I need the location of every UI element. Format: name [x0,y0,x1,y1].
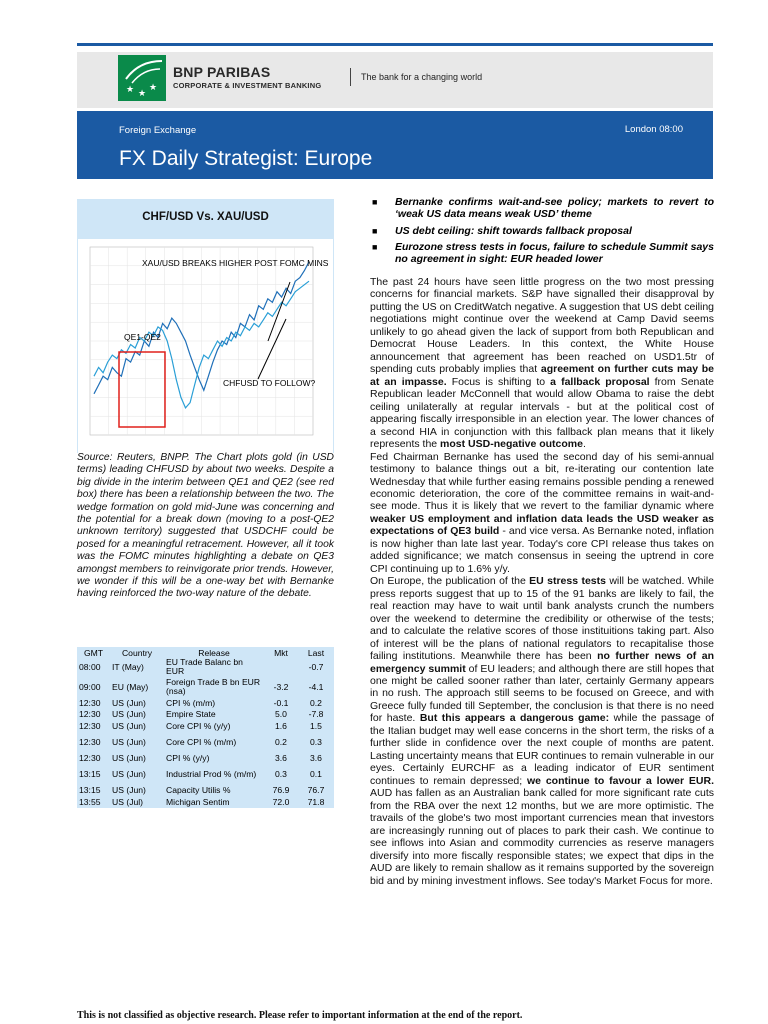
cell-last: 0.1 [310,769,322,780]
cell-gmt: 12:30 [79,709,101,720]
annotation-pointer-bottom [258,319,286,379]
table-row [77,797,334,808]
chart-title-box [77,199,334,239]
brand-tagline: The bank for a changing world [361,72,483,82]
section-label: Foreign Exchange [119,125,197,136]
cell-country: US (Jun) [112,720,146,731]
cell-country: US (Jun) [112,785,146,796]
cell-release: Foreign Trade B bn EUR (nsa) [166,676,261,697]
highlight-item: ■ Bernanke confirms wait-and-see policy; markets to revert to ‘weak US data means weak USD’ theme [372,196,714,221]
table-row [77,764,334,785]
bullet-square-icon: ■ [372,241,378,252]
bullet-square-icon: ■ [372,225,378,236]
annotation-qe: QE1-QE2 [124,332,161,342]
brand-name: BNP PARIBAS [173,64,271,80]
location-time: London 08:00 [624,124,683,135]
table-row [77,753,334,764]
cell-release: Core CPI % (m/m) [166,736,237,747]
annotation-pointer-top [268,282,290,341]
table-row [77,698,334,709]
cell-gmt: 12:30 [79,736,101,747]
cell-release: CPI % (m/m) [166,697,216,708]
cell-gmt: 13:55 [79,796,101,807]
cell-release: EU Trade Balanc bn EUR [166,657,243,677]
chart-title: CHF/USD Vs. XAU/USD [142,211,269,223]
cell-country: EU (May) [112,681,149,692]
cell-release: Core CPI % (y/y) [166,720,231,731]
cell-mkt: 3.6 [275,752,287,763]
cell-mkt: -0.1 [273,697,289,708]
cell-mkt: 76.9 [272,785,290,796]
paragraph-europe: On Europe, the publication of the EU stress tests will be watched. While press reports suggest that up to 15 of the 91 banks are likely to fail, the real reaction may have to wait until bank analysts crunch the numbers over the weekend to determine the credibility or otherwise of the tests; and to calculate the relative scores of those instituitions taking part. Also of interest will be the plans of national regulators to recapitalise those failing institutions. Meanwhile there has been no further news of an emergency summit of EU leaders; and although there are still hopes that one might be called sooner rather than later, certainly Germany appears in no rush. The approach still seems to be focused on Greece, and with Greece fully funded till September, the conclusion is that there is no need for haste. But this appears a dangerous game: while the passage of the Italian budget may well ease concerns in the short term, the risks of a further slide in confidence over the next couple of months are patent. Lasting uncertainty means that EUR continues to remain vulnerable in our eyes. Certainly EURCHF as a leading indicator of EUR sentiment continues to remain depressed; we continue to favour a lower EUR. AUD has fallen as an Australian bank called for more significant rate cuts from the RBA over the next 12 months, but we are more optimistic. The travails of the globe's two most important currencies mean that investors are increasingly running out of places to park their cash. We continue to see inflows into Asian and commodity currencies as reserve managers diversify into more fiscally responsible states; we expect that dips in the AUD are likely to remain shallow as it remains supported by the sovereign bid and by mining investment inflows. See today's Market Focus for more. [370,575,715,887]
cell-country: US (Jun) [112,752,146,763]
brand-subtitle: CORPORATE & INVESTMENT BANKING [173,81,322,90]
chart-frame [77,239,334,453]
col-mkt: Mkt [274,647,288,658]
cell-last: 3.6 [310,752,322,763]
disclaimer-footer: This is not classified as objective research. Please refer to important information at the end of the report. [77,1010,523,1021]
cell-gmt: 08:00 [79,661,101,672]
cell-last: 76.7 [307,785,325,796]
cell-mkt: 0.3 [275,769,287,780]
chart-caption: Source: Reuters, BNPP. The Chart plots gold (in USD terms) leading CHFUSD by about two weeks. Despite a big divide in the interim between QE1 and QE2 (see red box) there has been a relationship between the two. The wedge formation on gold mid-June was concerning and the potential for a break down (moving to a post-QE2 unknown territory) suggested that USDCHF could be posed for a meaningful retracement. However, all it took was the FOMC minutes highlighting a debate on QE3 amongst members to reinvigorate prior trends. However, we wonder if this will be a one-way bet with Bernanke having reinforced the two-way nature of the debate. [77,452,335,600]
paragraph-fed: Fed Chairman Bernanke has used the second day of his semi-annual testimony to balance things out a bit, re-iterating our contention late Wednesday that while further easing remains possible pending a renewed economic deterioration, the core of the committee remains in wait-and-see mode. Thus it is likely that we revert to the familiar dynamic where weaker US employment and inflation data leads the USD weaker as expectations of QE3 build - and vice versa. As Bernanke noted, inflation is now higher than late last year. Today's core CPI release thus takes on added significance; we match consensus in seeing the uptrend in core CPI continuing up to 1.6% y/y. [370,450,714,575]
cell-country: US (Jun) [112,736,146,747]
paragraph-us-debt: The past 24 hours have seen little progress on the two most pressing concerns for financial markets. S&P have signalled their disapproval by putting the US on CreditWatch negative. A suggestion that US debt ceiling negotiations might continue over the weekend at Camp David seems unlikely to go ahead given the lack of support from both Republican and Democrat House Leaders. In this context, the White House announcement that agreement has been reached on USD1.5tr of spending cuts probably implies that agreement on further cuts may be at an impasse. Focus is shifting to a fallback proposal from Senate Republican leader McConnell that would allow Obama to raise the debt ceiling unilaterally at regular intervals - but at the political cost of appearing fiscally irresponsible in an election year. The lower chances of a second HIA in conjunction with this fallback plan means that it likely represents the most USD-negative outcome. [370,276,714,451]
cell-last: -4.1 [308,681,324,692]
cell-last: 0.3 [310,736,322,747]
cell-country: US (Jun) [112,709,146,720]
highlight-item: ■ Eurozone stress tests in focus, failure to schedule Summit says no agreement in sight: EUR headed lower [372,240,714,266]
cell-gmt: 12:30 [79,697,101,708]
cell-last: 0.2 [310,697,322,708]
cell-gmt: 12:30 [79,720,101,731]
col-country: Country [121,647,153,658]
highlight-item: ■ US debt ceiling: shift towards fallback proposal [372,224,632,237]
cell-mkt: 1.6 [275,720,287,731]
cell-mkt: -3.2 [273,681,289,692]
cell-country: IT (May) [112,661,144,672]
economic-calendar-table [77,647,334,808]
cell-gmt: 13:15 [79,785,101,796]
cell-gmt: 12:30 [79,752,101,763]
table-row [77,785,334,796]
highlights-list [372,196,714,269]
annotation-bottom: CHFUSD TO FOLLOW? [223,378,316,388]
cell-release: Capacity Utilis % [166,785,231,796]
cell-last: -7.8 [308,709,324,720]
cell-mkt: 0.2 [275,736,287,747]
cell-release: Empire State [166,709,216,720]
table-row [77,709,334,720]
cell-mkt [264,658,298,677]
page-title: FX Daily Strategist: Europe [119,147,373,170]
bnp-logo-icon: ★ ★ ★ [118,55,166,101]
cell-gmt: 13:15 [79,769,101,780]
cell-release: Industrial Prod % (m/m) [166,769,257,780]
cell-release: CPI % (y/y) [166,752,210,763]
cell-release: Michigan Sentim [166,796,230,807]
article-body [370,276,714,887]
col-release: Release [198,647,230,658]
top-rule [77,43,713,46]
cell-gmt: 09:00 [79,681,101,692]
brand-separator [350,68,351,86]
table-row [77,677,334,698]
annotation-top: XAU/USD BREAKS HIGHER POST FOMC MINS [142,258,329,268]
table-row [77,658,334,677]
cell-last: 1.5 [310,720,322,731]
bullet-square-icon: ■ [372,197,378,207]
table-row [77,732,334,753]
cell-mkt: 72.0 [272,796,290,807]
cell-country: US (Jul) [112,796,144,807]
title-band [77,111,713,179]
table-row [77,721,334,732]
qe-highlight-box [119,352,165,427]
calendar-body [77,658,334,808]
cell-mkt: 5.0 [275,709,287,720]
cell-country: US (Jun) [112,769,146,780]
cell-country: US (Jun) [112,697,146,708]
cell-last: -0.7 [308,661,324,672]
col-last: Last [307,647,325,658]
col-gmt: GMT [83,647,104,658]
cell-last: 71.8 [307,796,325,807]
chart-svg [78,239,335,453]
